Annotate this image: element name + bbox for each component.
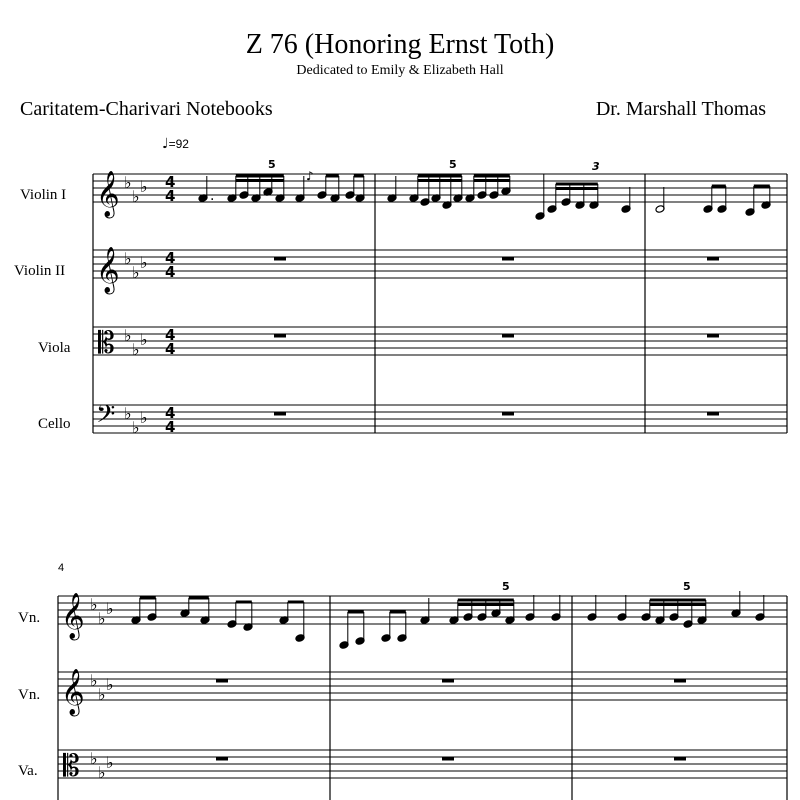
treble-clef-icon: 𝄞 [96, 247, 120, 293]
whole-rest [674, 757, 686, 761]
whole-rest [216, 757, 228, 761]
instrument-label-violin-2: Violin II [14, 263, 66, 279]
flat-icon: ♭ [140, 330, 148, 349]
instrument-label-viola: Viola [38, 340, 71, 356]
treble-clef-icon: 𝄞 [61, 669, 85, 715]
whole-rest [442, 757, 454, 761]
flat-icon: ♭ [140, 253, 148, 272]
flat-icon: ♭ [106, 675, 114, 694]
whole-rest [707, 257, 719, 261]
alto-clef-icon: 𝄡 [98, 326, 115, 361]
time-signature-denominator: 4 [165, 340, 176, 358]
flat-icon: ♭ [90, 749, 98, 768]
flat-icon: ♭ [124, 326, 132, 345]
instrument-label-va: Va. [18, 763, 38, 779]
tuplet-number: 5 [449, 158, 457, 171]
time-signature-numerator: 4 [165, 404, 176, 422]
flat-icon: ♭ [132, 187, 140, 206]
time-signature-numerator: 4 [165, 249, 176, 267]
alto-clef-icon: 𝄡 [63, 749, 80, 784]
tempo-value: =92 [168, 137, 189, 151]
measure-number: 4 [58, 562, 65, 574]
time-signature-numerator: 4 [165, 173, 176, 191]
whole-rest [216, 679, 228, 683]
score-title: Z 76 (Honoring Ernst Toth) [245, 29, 555, 60]
time-signature-denominator: 4 [165, 263, 176, 281]
flat-icon: ♭ [140, 408, 148, 427]
flat-icon: ♭ [140, 177, 148, 196]
instrument-label-vn-2: Vn. [18, 687, 41, 703]
tuplet-number: 5 [268, 158, 276, 171]
flat-icon: ♭ [132, 418, 140, 437]
treble-clef-icon: 𝄞 [96, 171, 120, 217]
whole-rest [502, 334, 514, 338]
tuplet-number: 5 [683, 580, 691, 593]
tuplet-number: 5 [502, 580, 510, 593]
whole-rest [707, 412, 719, 416]
time-signature-denominator: 4 [165, 418, 176, 436]
whole-rest [442, 679, 454, 683]
flat-icon: ♭ [98, 609, 106, 628]
time-signature-denominator: 4 [165, 187, 176, 205]
flat-icon: ♭ [132, 340, 140, 359]
flat-icon: ♭ [98, 763, 106, 782]
flat-icon: ♭ [124, 404, 132, 423]
publisher-credit: Caritatem-Charivari Notebooks [20, 98, 273, 120]
instrument-label-violin-1: Violin I [20, 187, 67, 203]
score-subtitle: Dedicated to Emily & Elizabeth Hall [296, 63, 504, 78]
tuplet-number: 3 [592, 160, 600, 173]
flat-icon: ♭ [90, 671, 98, 690]
whole-rest [274, 412, 286, 416]
time-signature-numerator: 4 [165, 326, 176, 344]
bass-clef-icon: 𝄢 [96, 400, 116, 435]
flat-icon: ♭ [106, 599, 114, 618]
composer-credit: Dr. Marshall Thomas [595, 98, 766, 120]
whole-rest [674, 679, 686, 683]
flat-icon: ♭ [132, 263, 140, 282]
flat-icon: ♭ [90, 595, 98, 614]
whole-rest [707, 334, 719, 338]
flat-icon: ♭ [98, 685, 106, 704]
flat-icon: ♭ [124, 173, 132, 192]
instrument-label-cello: Cello [38, 416, 71, 432]
flat-icon: ♭ [106, 753, 114, 772]
treble-clef-icon: 𝄞 [61, 593, 85, 639]
instrument-label-vn-1: Vn. [18, 610, 41, 626]
whole-rest [502, 412, 514, 416]
flat-icon: ♭ [124, 249, 132, 268]
flag-icon: ♪ [306, 169, 314, 183]
whole-rest [502, 257, 514, 261]
whole-rest [274, 257, 286, 261]
quarter-note-icon: ♩ [162, 136, 169, 152]
dot: . [210, 188, 215, 204]
whole-rest [274, 334, 286, 338]
